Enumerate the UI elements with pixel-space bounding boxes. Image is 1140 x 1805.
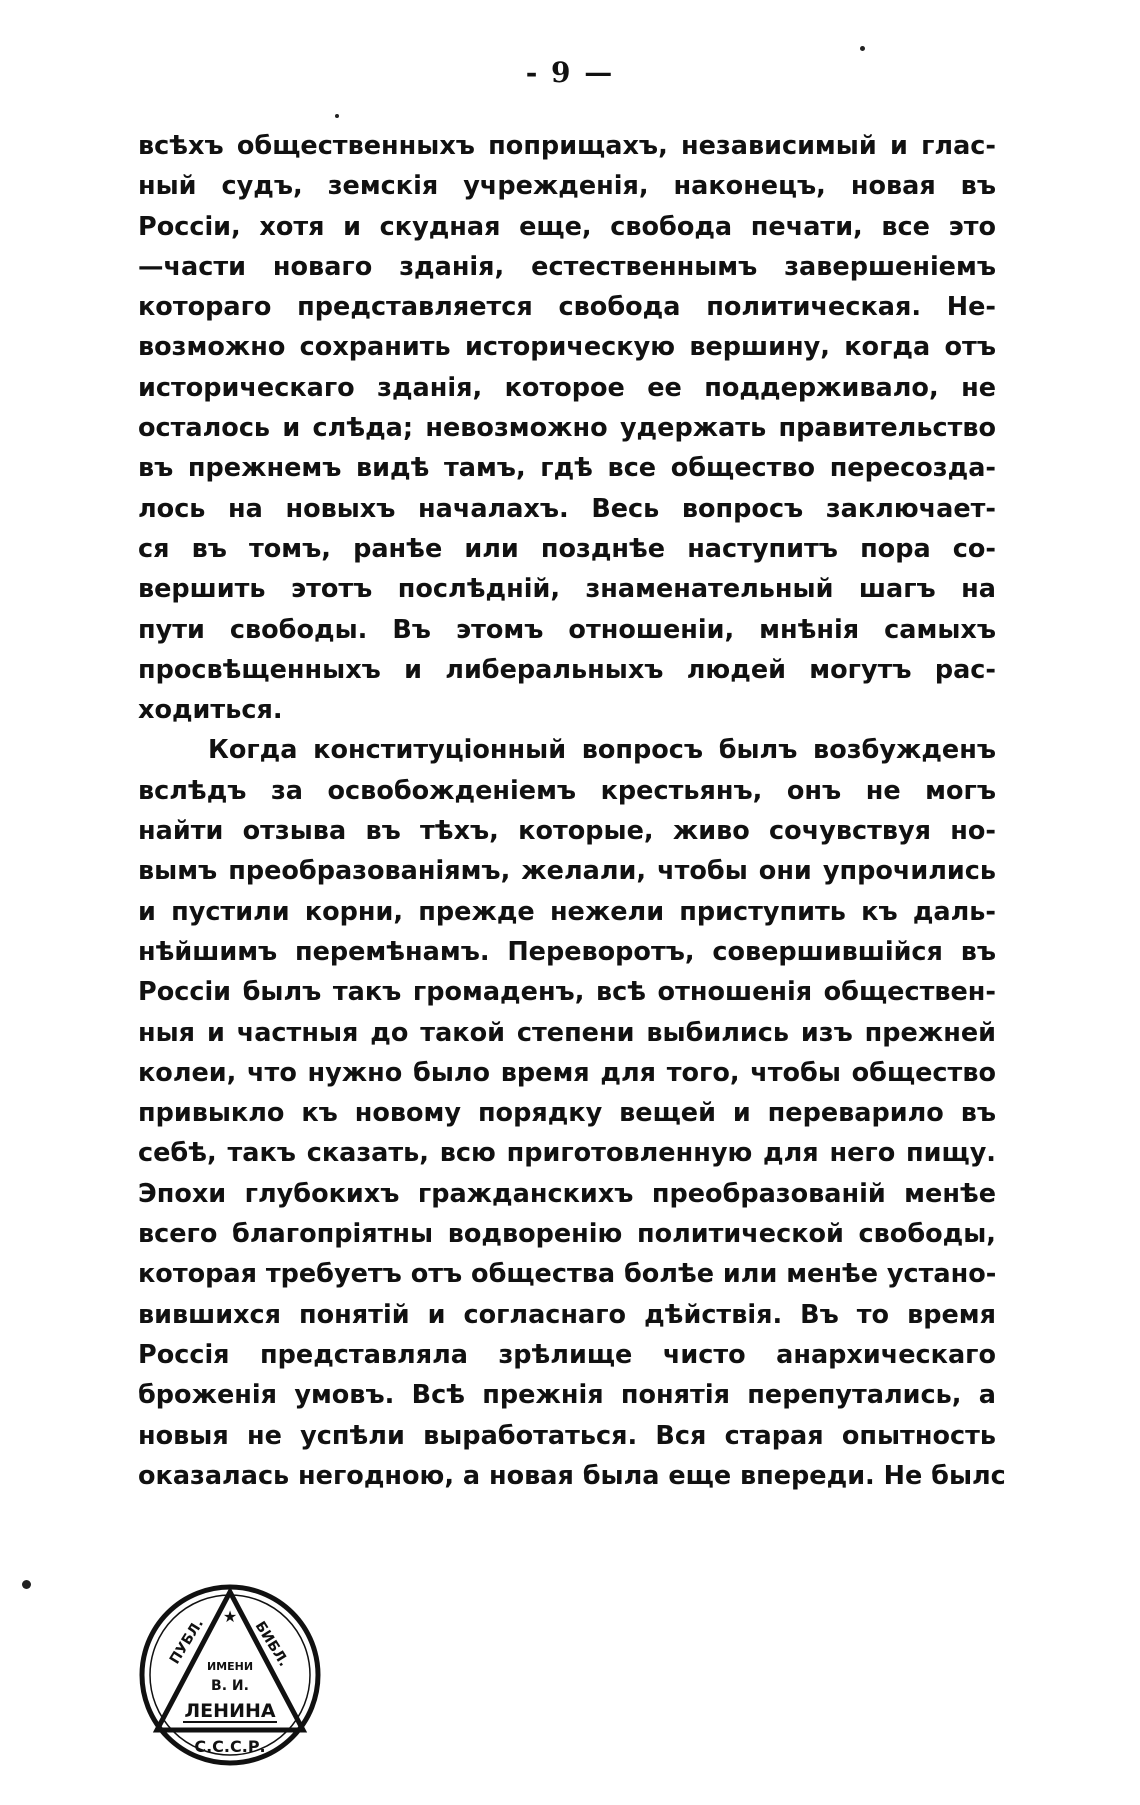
stamp-country: С.С.С.Р. <box>194 1737 266 1756</box>
text-line: пути свободы. Въ этомъ отношеніи, мнѣнія самыхъ <box>138 614 996 645</box>
text-line: себѣ, такъ сказать, всю приготовленную для него пищу. <box>138 1138 996 1169</box>
text-line: которая требуетъ отъ общества болѣе или менѣе устано- <box>138 1259 997 1290</box>
text-line: всего благопріятны водворенію политической свободы, <box>138 1219 996 1250</box>
text-line: и пустили корни, прежде нежели приступить къ даль- <box>138 896 996 927</box>
text-line: вымъ преобразованіямъ, желали, чтобы они упрочились <box>138 856 996 887</box>
stamp-seal-icon <box>135 1580 325 1770</box>
stamp-star: ★ <box>222 1607 238 1626</box>
text-line: ныя и частныя до такой степени выбились изъ прежней <box>138 1017 996 1048</box>
text-line: привыкло къ новому порядку вещей и переварило въ <box>138 1098 996 1129</box>
text-line: въ прежнемъ видѣ тамъ, гдѣ все общество пересозда- <box>138 453 996 484</box>
text-line: —части новаго зданія, естественнымъ завершеніемъ <box>138 251 996 282</box>
text-line: котораго представляется свобода политическая. Не- <box>138 292 996 323</box>
text-line: возможно сохранить историческую вершину, когда отъ <box>138 332 996 363</box>
text-line: Эпохи глубокихъ гражданскихъ преобразованій менѣе <box>138 1178 996 1209</box>
text-line: лось на новыхъ началахъ. Весь вопросъ заключает- <box>138 493 996 524</box>
text-line: Россіи, хотя и скудная еще, свобода печати, все это <box>138 211 996 242</box>
text-line: Россіи былъ такъ громаденъ, всѣ отношенія обществен- <box>138 977 996 1008</box>
text-line: вившихся понятій и согласнаго дѣйствія. Въ то время <box>138 1299 996 1330</box>
text-line: историческаго зданія, которое ее поддерживало, не <box>138 372 996 403</box>
stamp-name-of: ИМЕНИ <box>206 1660 254 1673</box>
stamp-initials: В. И. <box>211 1678 249 1694</box>
scan-speck <box>22 1580 31 1589</box>
stamp-top-left: ПУБЛ. <box>166 1616 207 1668</box>
scan-speck <box>860 46 865 51</box>
text-line: Россія представляла зрѣлище чисто анархическаго <box>138 1339 996 1370</box>
stamp-surname: ЛЕНИНА <box>184 1700 276 1722</box>
text-line: просвѣщенныхъ и либеральныхъ людей могутъ рас- <box>138 654 996 685</box>
text-line: нѣйшимъ перемѣнамъ. Переворотъ, совершившійся въ <box>138 936 996 967</box>
text-line: колеи, что нужно было время для того, чтобы общество <box>138 1057 996 1088</box>
text-line: ходиться. <box>138 695 283 726</box>
text-line: Когда конституціонный вопросъ былъ возбужденъ <box>208 735 996 766</box>
stamp-top-right: БИБЛ. <box>251 1618 292 1670</box>
body-text <box>138 126 1006 1496</box>
text-line: вслѣдъ за освобожденіемъ крестьянъ, онъ не могъ <box>138 775 996 806</box>
text-line: вершить этотъ послѣдній, знаменательный шагъ на <box>138 574 996 605</box>
text-line: новыя не успѣли выработаться. Вся старая опытность <box>138 1420 996 1451</box>
scan-speck <box>335 114 339 118</box>
text-line: ся въ томъ, ранѣе или позднѣе наступитъ пора со- <box>138 533 996 564</box>
text-line: оказалась негодною, а новая была еще впереди. Не былс <box>138 1460 1006 1491</box>
text-line: броженія умовъ. Всѣ прежнія понятія перепутались, а <box>138 1380 996 1411</box>
text-line: ный судъ, земскія учрежденія, наконецъ, новая въ <box>138 171 996 202</box>
text-line: найти отзыва въ тѣхъ, которые, живо сочувствуя но- <box>138 816 996 847</box>
library-stamp <box>135 1580 325 1770</box>
text-line: осталось и слѣда; невозможно удержать правительство <box>138 413 996 444</box>
page-number: - 9 — <box>525 56 615 89</box>
text-line: всѣхъ общественныхъ поприщахъ, независимый и глас- <box>138 131 996 161</box>
